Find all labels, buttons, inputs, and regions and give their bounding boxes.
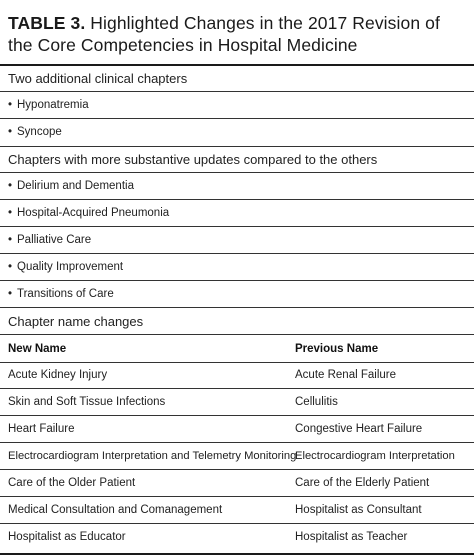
divider xyxy=(0,307,474,308)
table-caption: Highlighted Changes in the 2017 Revision of the Core Competencies in Hospital Medicine xyxy=(8,13,440,55)
column-header-previous-name: Previous Name xyxy=(295,343,379,355)
new-name-cell: Skin and Soft Tissue Infections xyxy=(8,396,166,408)
divider xyxy=(0,334,474,335)
previous-name-cell: Acute Renal Failure xyxy=(295,369,396,381)
divider xyxy=(0,442,474,443)
previous-name-cell: Congestive Heart Failure xyxy=(295,423,423,435)
section-header-substantive-updates: Chapters with more substantive updates compared to the others xyxy=(8,152,378,167)
divider xyxy=(0,118,474,119)
divider xyxy=(0,172,474,173)
divider xyxy=(0,496,474,497)
table-title xyxy=(8,12,466,56)
new-name-cell: Acute Kidney Injury xyxy=(8,369,108,381)
divider xyxy=(0,469,474,470)
new-name-cell: Heart Failure xyxy=(8,423,75,435)
divider xyxy=(0,91,474,92)
list-item: • Hospital-Acquired Pneumonia xyxy=(8,207,170,219)
list-item: • Syncope xyxy=(8,126,62,138)
previous-name-cell: Hospitalist as Consultant xyxy=(295,504,422,516)
bullet-icon: • xyxy=(8,234,13,246)
previous-name-cell: Care of the Elderly Patient xyxy=(295,477,430,489)
column-header-new-name: New Name xyxy=(8,343,67,355)
list-item: • Hyponatremia xyxy=(8,99,89,111)
bullet-icon: • xyxy=(8,180,13,192)
section-header-additional-chapters: Two additional clinical chapters xyxy=(8,71,188,86)
section-header-name-changes: Chapter name changes xyxy=(8,314,144,329)
list-item: • Transitions of Care xyxy=(8,288,114,300)
new-name-cell: Electrocardiogram Interpretation and Telemetry Monitoring xyxy=(8,450,297,462)
bullet-icon: • xyxy=(8,288,13,300)
previous-name-cell: Hospitalist as Teacher xyxy=(295,531,408,543)
bullet-icon: • xyxy=(8,126,13,138)
divider xyxy=(0,226,474,227)
divider xyxy=(0,415,474,416)
previous-name-cell: Cellulitis xyxy=(295,396,338,408)
new-name-cell: Hospitalist as Educator xyxy=(8,531,126,543)
bullet-icon: • xyxy=(8,207,13,219)
new-name-cell: Medical Consultation and Comanagement xyxy=(8,504,223,516)
divider xyxy=(0,388,474,389)
divider xyxy=(0,362,474,363)
divider xyxy=(0,523,474,524)
divider xyxy=(0,280,474,281)
new-name-cell: Care of the Older Patient xyxy=(8,477,136,489)
bullet-icon: • xyxy=(8,99,13,111)
list-item: • Delirium and Dementia xyxy=(8,180,134,192)
bullet-icon: • xyxy=(8,261,13,273)
list-item: • Palliative Care xyxy=(8,234,92,246)
table-label: TABLE 3. xyxy=(8,13,86,33)
list-item: • Quality Improvement xyxy=(8,261,124,273)
previous-name-cell: Electrocardiogram Interpretation xyxy=(295,450,455,462)
divider xyxy=(0,146,474,147)
divider xyxy=(0,253,474,254)
divider xyxy=(0,199,474,200)
bottom-rule xyxy=(0,553,474,555)
top-rule xyxy=(0,64,474,66)
